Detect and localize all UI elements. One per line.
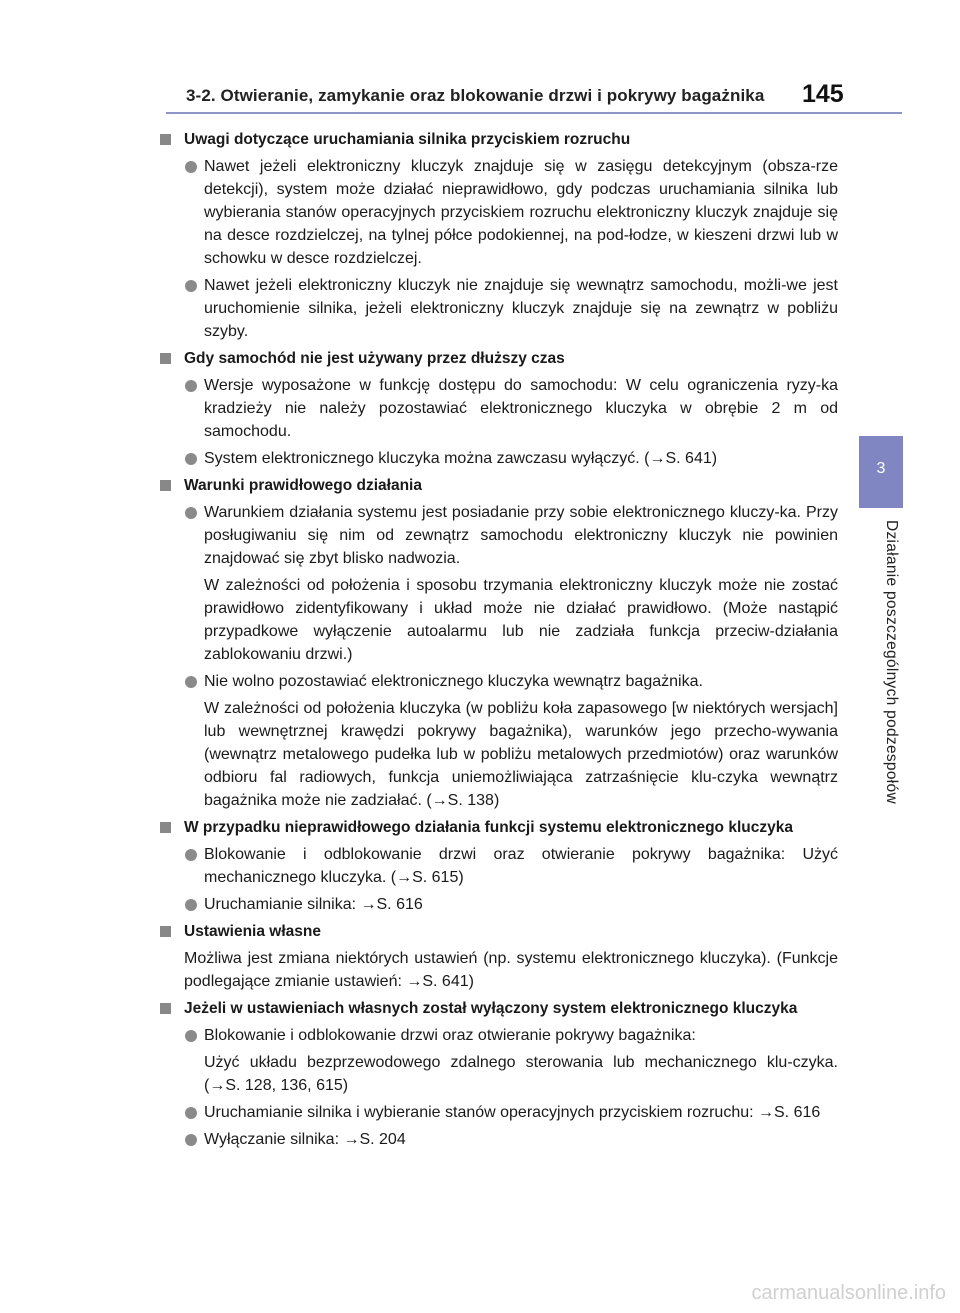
section	[158, 347, 838, 470]
bullet-text: Wyłączanie silnika: →S. 204	[204, 1131, 406, 1148]
section	[158, 816, 838, 916]
square-bullet-icon	[160, 134, 171, 145]
bullet-text: W zależności od położenia kluczyka (w pobliżu koła zapasowego [w niektórych wersjach] lub wewnętrznej krawędzi pokrywy bagażnika), warunków jego przecho-wywania (wewnątrz metalowego pudełka lub w pobliżu metalowych przedmiotów) oraz warunków odbioru fal radiowych, funkcja uniemożliwiająca zatrzaśnięcie klu-czyka wewnątrz bagażnika może nie zadziałać. (→S. 138)	[204, 700, 838, 809]
chapter-tab[interactable]	[859, 436, 903, 508]
page-number: 145	[802, 80, 844, 108]
round-bullet-icon	[185, 899, 197, 911]
square-bullet-icon	[160, 480, 171, 491]
section-heading	[158, 816, 838, 839]
bullet-text: Nawet jeżeli elektroniczny kluczyk znajduje się w zasięgu detekcyjnym (obsza-rze detekcji), system może działać nieprawidłowo, gdy podczas uruchamiania silnika lub wybierania stanów operacyjnych przyciskiem rozruchu elektroniczny kluczyk znajduje się na desce rozdzielczej, na tylnej półce podokiennej, na pod-łodze, w kieszeni drzwi lub w schowku w desce rozdzielczej.	[204, 158, 838, 267]
section-heading-text: Jeżeli w ustawieniach własnych został wyłączony system elektronicznego kluczyka	[184, 1000, 798, 1017]
section-paragraph	[158, 947, 838, 993]
section-heading-text: W przypadku nieprawidłowego działania funkcji systemu elektronicznego kluczyka	[184, 819, 793, 836]
watermark: carmanualsonline.info	[751, 1282, 946, 1304]
bullet-item	[158, 1101, 838, 1124]
bullet-text: Nawet jeżeli elektroniczny kluczyk nie znajduje się wewnątrz samochodu, możli-we jest uruchomienie silnika, jeżeli elektroniczny kluczyk znajduje się na zewnątrz w pobliżu szyby.	[204, 277, 838, 340]
round-bullet-icon	[185, 849, 197, 861]
bullet-item	[158, 501, 838, 666]
page-body	[158, 128, 838, 1155]
bullet-item	[158, 274, 838, 343]
bullet-text: Uruchamianie silnika: →S. 616	[204, 896, 423, 913]
bullet-text: Wersje wyposażone w funkcję dostępu do samochodu: W celu ograniczenia ryzy-ka kradzieży nie należy pozostawiać elektronicznego kluczyka w obrębie 2 m od samochodu.	[204, 377, 838, 440]
round-bullet-icon	[185, 453, 197, 465]
chapter-side-label: Działanie poszczególnych podzespołów	[883, 520, 900, 804]
section-heading	[158, 997, 838, 1020]
bullet-item	[158, 155, 838, 270]
section-heading-text: Warunki prawidłowego działania	[184, 477, 422, 494]
paragraph-text: Możliwa jest zmiana niektórych ustawień (np. systemu elektronicznego kluczyka). (Funkcje podlegające zmianie ustawień: →S. 641)	[184, 950, 838, 990]
round-bullet-icon	[185, 1107, 197, 1119]
section-heading-text: Uwagi dotyczące uruchamiania silnika przyciskiem rozruchu	[184, 131, 631, 148]
bullet-item	[158, 374, 838, 443]
bullet-item	[158, 1024, 838, 1097]
bullet-text: Użyć układu bezprzewodowego zdalnego sterowania lub mechanicznego klu-czyka. (→S. 128, 136, 615)	[204, 1054, 838, 1094]
header-divider	[166, 112, 902, 114]
round-bullet-icon	[185, 161, 197, 173]
bullet-item	[158, 447, 838, 470]
section-heading-text: Ustawienia własne	[184, 923, 321, 940]
bullet-text: Nie wolno pozostawiać elektronicznego kluczyka wewnątrz bagażnika.	[204, 673, 703, 690]
round-bullet-icon	[185, 1134, 197, 1146]
round-bullet-icon	[185, 380, 197, 392]
section-heading-text: Gdy samochód nie jest używany przez dłuższy czas	[184, 350, 565, 367]
section	[158, 128, 838, 343]
bullet-item	[158, 670, 838, 812]
running-title: 3-2. Otwieranie, zamykanie oraz blokowanie drzwi i pokrywy bagażnika	[186, 86, 765, 105]
round-bullet-icon	[185, 1030, 197, 1042]
bullet-text: Blokowanie i odblokowanie drzwi oraz otwieranie pokrywy bagażnika:	[204, 1027, 696, 1044]
bullet-item	[158, 893, 838, 916]
section-heading	[158, 920, 838, 943]
round-bullet-icon	[185, 676, 197, 688]
square-bullet-icon	[160, 822, 171, 833]
bullet-item	[158, 1128, 838, 1151]
section	[158, 474, 838, 812]
round-bullet-icon	[185, 280, 197, 292]
section-heading	[158, 347, 838, 370]
bullet-text: System elektronicznego kluczyka można zawczasu wyłączyć. (→S. 641)	[204, 450, 718, 467]
square-bullet-icon	[160, 926, 171, 937]
bullet-text: Blokowanie i odblokowanie drzwi oraz otwieranie pokrywy bagażnika: Użyć mechanicznego kluczyka. (→S. 615)	[204, 846, 838, 886]
page-header	[0, 0, 960, 120]
bullet-text: W zależności od położenia i sposobu trzymania elektroniczny kluczyk może nie zostać prawidłowo zidentyfikowany i układ może nie działać prawidłowo. (Może nastąpić przypadkowe wyłączenie autoalarmu lub nie zadziała funkcja przeciw-działania zablokowaniu drzwi.)	[204, 577, 838, 663]
square-bullet-icon	[160, 1003, 171, 1014]
bullet-text: Uruchamianie silnika i wybieranie stanów operacyjnych przyciskiem rozruchu: →S. 616	[204, 1104, 821, 1121]
bullet-text: Warunkiem działania systemu jest posiadanie przy sobie elektronicznego kluczy-ka. Przy posługiwaniu się nim od zewnątrz samochodu elektroniczny kluczyk nie powinien znajdować się zbyt blisko nadwozia.	[204, 504, 838, 567]
section	[158, 997, 838, 1151]
square-bullet-icon	[160, 353, 171, 364]
section	[158, 920, 838, 993]
chapter-tab-number: 3	[876, 460, 886, 477]
section-heading	[158, 474, 838, 497]
round-bullet-icon	[185, 507, 197, 519]
bullet-item	[158, 843, 838, 889]
section-heading	[158, 128, 838, 151]
